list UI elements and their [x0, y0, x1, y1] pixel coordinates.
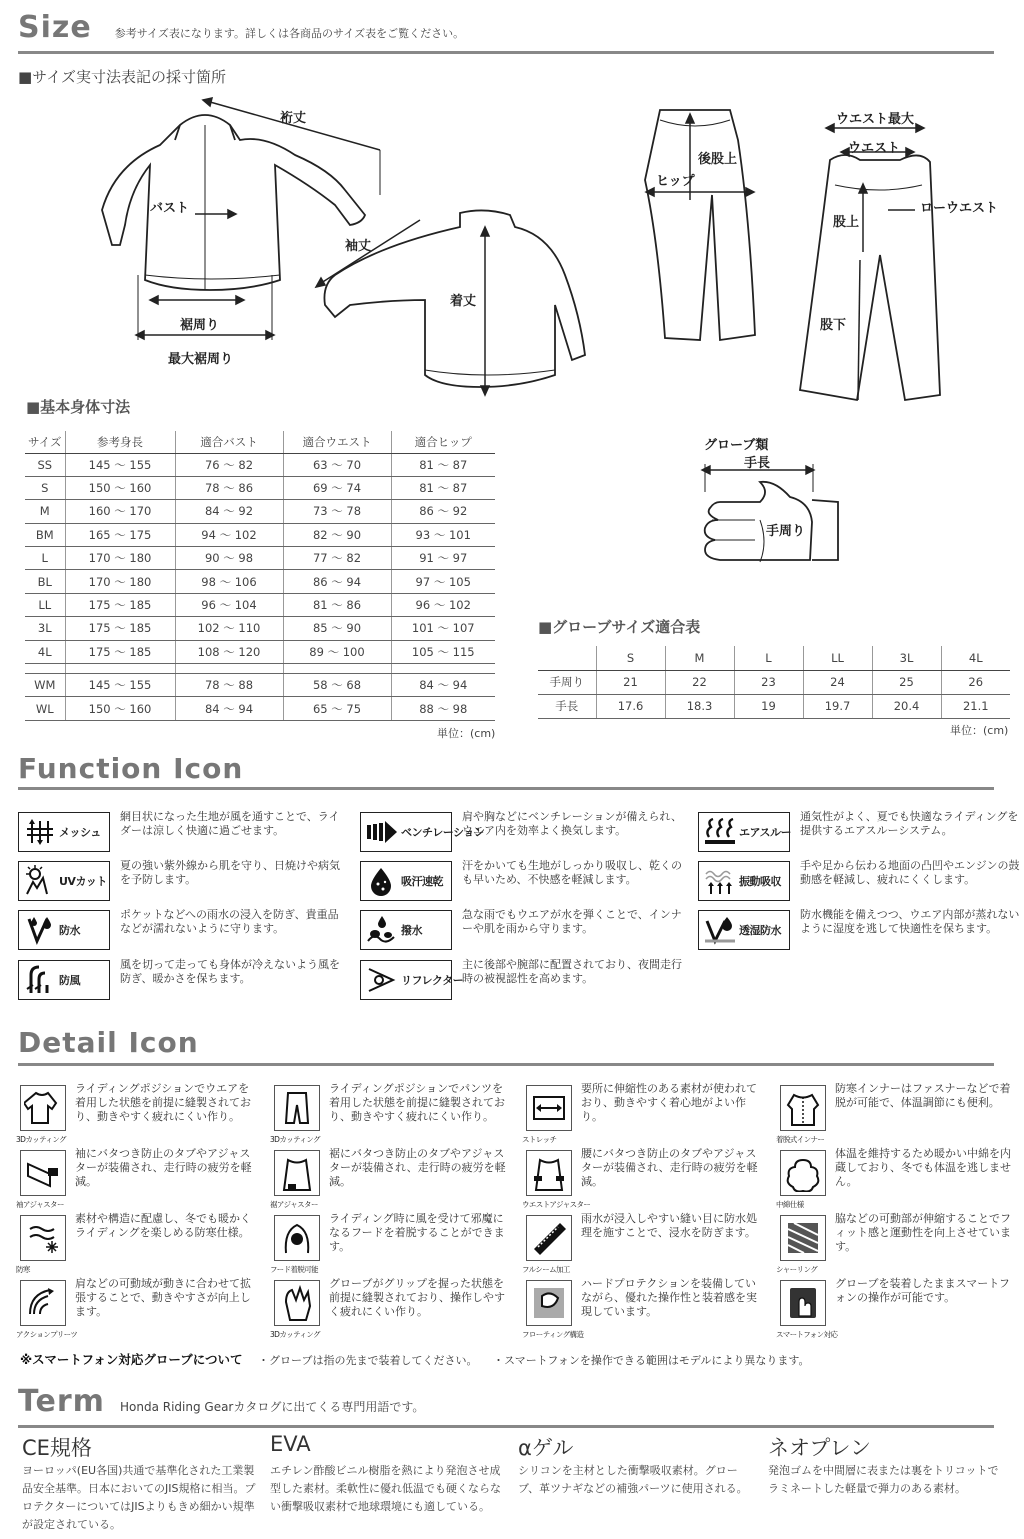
detail-icon-label: 着脱式インナー: [776, 1135, 825, 1144]
uv-cut-icon: [23, 864, 57, 898]
detail-icon-desc: 腰にバタつき防止のタブやアジャスターが装備され、走行時の疲労を軽減。: [581, 1147, 758, 1188]
smartphone-note-1: ・グローブは指の先まで装着してください。: [258, 1354, 478, 1367]
detail-icon-label: フルシーム加工: [522, 1265, 570, 1274]
detail-icon-box: [526, 1280, 572, 1326]
table-cell: 82 ～ 90: [283, 523, 391, 546]
term-item: [22, 1432, 262, 1534]
function-icon-box: [18, 960, 110, 1000]
sweat-absorb-icon: [365, 864, 399, 898]
function-icon-desc: 網目状になった生地が風を通すことで、ライダーは涼しく快適に過ごせます。: [120, 810, 340, 837]
detail-icon-desc: 体温を維持するため暖かい中綿を内蔵しており、冬でも体温を逃しません。: [835, 1147, 1011, 1188]
glove-cell: 手長: [538, 694, 596, 718]
table-cell: 175 ～ 185: [65, 640, 175, 663]
term-desc: シリコンを主材とした衝撃吸収素材。グローブ、革ツナギなどの補強パーツに使用される。: [518, 1464, 748, 1495]
table-cell: BM: [25, 523, 65, 546]
sleeve-adjuster-icon: [24, 1154, 62, 1192]
glove-col-header: LL: [803, 646, 872, 670]
label-waist-max: ウエスト最大: [836, 112, 915, 127]
function-icon-box: [18, 812, 110, 852]
function-item: [698, 810, 1019, 856]
detail-item: [776, 1082, 1020, 1147]
table-cell: 78 ～ 86: [175, 476, 283, 499]
glove-unit: 単位：(cm): [950, 724, 1009, 737]
col-waist: 適合ウエスト: [283, 431, 391, 453]
table-cell: 84 ～ 94: [175, 697, 283, 720]
detail-item: [270, 1277, 514, 1342]
label-max-susomawari: 最大裾周り: [168, 352, 234, 367]
table-cell: 96 ～ 102: [391, 593, 495, 616]
glove-cell: 24: [803, 670, 872, 694]
function-icon-desc: 防水機能を備えつつ、ウエア内部が蒸れないように湿度を逃して快適性を保ちます。: [800, 908, 1020, 935]
gap-cell: [391, 664, 495, 674]
table-cell: 96 ～ 104: [175, 593, 283, 616]
function-icon-desc: 夏の強い紫外線から肌を守り、日焼けや病気を予防します。: [120, 859, 340, 886]
detail-icon-desc: 裾にバタつき防止のタブやアジャスターが装備され、走行時の疲労を軽減。: [329, 1147, 506, 1188]
function-item: [360, 958, 682, 1004]
detail-icon-box: [274, 1215, 320, 1261]
term-item: [270, 1432, 510, 1516]
detail-icon-box: [274, 1150, 320, 1196]
detail-icon-desc: 要所に伸縮性のある素材が使われており、動きやすく着心地がよい作り。: [581, 1082, 757, 1123]
table-cell: 101 ～ 107: [391, 617, 495, 640]
term-title: EVA: [270, 1432, 311, 1456]
function-section-header: [18, 752, 994, 790]
smartphone-note-2: ・スマートフォンを操作できる範囲はモデルにより異なります。: [492, 1354, 810, 1367]
detail-icon-desc: グローブを装着したままスマートフォンの操作が可能です。: [835, 1277, 1010, 1304]
glove-cell: 20.4: [872, 694, 941, 718]
detail-icon-label: シャーリング: [776, 1265, 818, 1274]
basic-size-heading: ■基本身体寸法: [26, 398, 131, 416]
detail-icon-desc: ライディングポジションでパンツを着用した状態を前提に縫製されており、動きやすく疲れにくい作り。: [329, 1082, 505, 1123]
table-cell: 86 ～ 92: [391, 500, 495, 523]
glove-cell: 22: [665, 670, 734, 694]
batting-icon: [784, 1154, 822, 1192]
detail-icon-label: 3Dカッティング: [16, 1135, 66, 1144]
water-repellent-icon: [365, 913, 399, 947]
col-bust: 適合バスト: [175, 431, 283, 453]
detail-icon-label: 3Dカッティング: [270, 1135, 320, 1144]
label-bust: バスト: [150, 201, 190, 216]
function-icon-label: UVカット: [59, 875, 107, 888]
glove-cell: 21: [596, 670, 665, 694]
function-item: [18, 859, 340, 905]
size-section-header: [18, 10, 994, 54]
function-icon-box: [360, 960, 464, 1000]
detail-item: [270, 1147, 514, 1212]
function-item: [698, 908, 1020, 954]
function-item: [360, 859, 682, 905]
basic-size-table: [25, 431, 495, 721]
glove-cell: 25: [872, 670, 941, 694]
detail-icon-box: [780, 1085, 826, 1131]
3d-cutting-pants-icon: [278, 1089, 316, 1127]
function-icon-label: 防水: [59, 924, 80, 937]
label-ushiromata: 後股上: [698, 152, 738, 167]
detail-item: [522, 1277, 766, 1342]
function-item: [360, 908, 682, 954]
shirring-icon: [784, 1219, 822, 1257]
ventilation-icon: [365, 815, 399, 849]
detail-item: [522, 1147, 766, 1212]
term-section-title: Term: [18, 1384, 105, 1419]
label-sodetake: 袖丈: [345, 239, 372, 254]
table-cell: 145 ～ 155: [65, 453, 175, 476]
glove-col-header: L: [734, 646, 803, 670]
glove-cell: 21.1: [941, 694, 1010, 718]
detail-icon-box: [526, 1215, 572, 1261]
term-section-header: [18, 1384, 994, 1428]
glove-col-header: [538, 646, 596, 670]
table-cell: 160 ～ 170: [65, 500, 175, 523]
table-cell: 97 ～ 105: [391, 570, 495, 593]
glove-row: [538, 694, 1010, 718]
table-cell: 150 ～ 160: [65, 697, 175, 720]
table-cell: 84 ～ 92: [175, 500, 283, 523]
3d-cutting-glove-icon: [278, 1284, 316, 1322]
vibration-absorb-icon: [703, 864, 737, 898]
function-icon-label: 振動吸収: [739, 875, 781, 888]
table-cell: 84 ～ 94: [391, 674, 495, 697]
table-cell: 105 ～ 115: [391, 640, 495, 663]
table-cell: 78 ～ 88: [175, 674, 283, 697]
function-icon-box: [698, 861, 790, 901]
detail-icon-label: アクションプリーツ: [16, 1330, 78, 1339]
glove-cell: 19: [734, 694, 803, 718]
label-matashita: 股下: [820, 318, 847, 333]
table-cell: 77 ～ 82: [283, 547, 391, 570]
table-row: [25, 617, 495, 640]
table-cell: 81 ～ 87: [391, 476, 495, 499]
pants-diagram: [620, 100, 1000, 420]
function-section-title: Function Icon: [18, 752, 244, 785]
label-temawari: 手周り: [766, 524, 806, 539]
table-cell: 108 ～ 120: [175, 640, 283, 663]
detail-item: [522, 1082, 766, 1147]
detail-item: [270, 1212, 514, 1277]
table-cell: 175 ～ 185: [65, 593, 175, 616]
detail-item: [522, 1212, 766, 1277]
table-row: [25, 674, 495, 697]
term-desc: ヨーロッパ(EU各国)共通で基準化された工業製品安全基準。日本においてのJIS規格に相当。プロテクターについてはJISよりもきめ細かい規準が設定されている。: [22, 1464, 256, 1531]
table-row: [25, 593, 495, 616]
stretch-icon: [530, 1089, 568, 1127]
function-icon-box: [360, 910, 452, 950]
basic-size-header-row: [25, 431, 495, 453]
gap-cell: [175, 664, 283, 674]
table-cell: S: [25, 476, 65, 499]
table-cell: 150 ～ 160: [65, 476, 175, 499]
term-section-note: Honda Riding Gearカタログに出てくる専門用語です。: [119, 1400, 425, 1414]
table-cell: 90 ～ 98: [175, 547, 283, 570]
detail-icon-label: 3Dカッティング: [270, 1330, 320, 1339]
detail-icon-box: [780, 1150, 826, 1196]
label-matagami: 股上: [833, 215, 860, 230]
table-cell: 86 ～ 94: [283, 570, 391, 593]
glove-diagram: [700, 462, 845, 567]
detail-item: [776, 1147, 1020, 1212]
action-pleats-icon: [24, 1284, 62, 1322]
table-cell: M: [25, 500, 65, 523]
glove-col-header: 4L: [941, 646, 1010, 670]
glove-cell: 19.7: [803, 694, 872, 718]
detail-icon-desc: ライディング時に風を受けて邪魔になるフードを着脱することができます。: [329, 1212, 505, 1253]
function-icon-desc: 急な雨でもウエアが水を弾くことで、インナーや肌を雨から守ります。: [462, 908, 682, 935]
function-item: [18, 958, 340, 1004]
table-cell: 81 ～ 87: [391, 453, 495, 476]
table-cell: 165 ～ 175: [65, 523, 175, 546]
smartphone-icon: [784, 1284, 822, 1322]
detail-item: [776, 1277, 1020, 1342]
label-yuki: 裄丈: [280, 111, 307, 126]
function-icon-desc: ポケットなどへの雨水の浸入を防ぎ、貴重品などが濡れないように守ります。: [120, 908, 339, 935]
label-tenaga: 手長: [744, 456, 771, 471]
detachable-hood-icon: [278, 1219, 316, 1257]
table-cell: 65 ～ 75: [283, 697, 391, 720]
function-icon-box: [698, 812, 790, 852]
function-icon-box: [698, 910, 790, 950]
waterproof-icon: [23, 913, 57, 947]
function-icon-desc: 風を切って走っても身体が冷えないよう風を防ぎ、暖かさを保ちます。: [120, 958, 340, 985]
table-row: [25, 697, 495, 720]
detail-icon-desc: 肩などの可動域が動きに合わせて拡張することで、動きやすさが向上します。: [75, 1277, 251, 1318]
table-cell: 81 ～ 86: [283, 593, 391, 616]
size-section-note: 参考サイズ表になります。詳しくは各商品のサイズ表をご覧ください。: [114, 27, 465, 40]
table-cell: 170 ～ 180: [65, 570, 175, 593]
glove-col-header: S: [596, 646, 665, 670]
function-icon-label: エアスルー: [739, 826, 792, 839]
cold-protection-icon: [24, 1219, 62, 1257]
table-cell: 3L: [25, 617, 65, 640]
function-icon-label: 吸汗速乾: [401, 875, 443, 888]
smartphone-note-title: ※スマートフォン対応グローブについて: [20, 1352, 243, 1367]
label-kitake: 着丈: [450, 294, 477, 309]
col-height: 参考身長: [65, 431, 175, 453]
term-title: CE規格: [22, 1436, 92, 1460]
term-desc: エチレン酢酸ビニル樹脂を熱により発泡させ成型した素材。柔軟性に優れ低温でも硬くならない衝撃吸収素材で地球環境にも適している。: [270, 1464, 501, 1513]
function-icon-desc: 通気性がよく、夏でも快適なライディングを提供するエアスルーシステム。: [800, 810, 1019, 837]
table-cell: 76 ～ 82: [175, 453, 283, 476]
detail-icon-desc: 脇などの可動部が伸縮することでフィット感と運動性を向上させています。: [835, 1212, 1011, 1253]
waist-adjuster-icon: [530, 1154, 568, 1192]
detail-icon-desc: 素材や構造に配慮し、冬でも暖かくライディングを楽しめる防寒仕様。: [75, 1212, 251, 1239]
col-size: サイズ: [25, 431, 65, 453]
table-cell: 89 ～ 100: [283, 640, 391, 663]
detail-item: [270, 1082, 514, 1147]
detail-icon-label: 防寒: [16, 1265, 30, 1274]
windproof-icon: [23, 963, 57, 997]
table-cell: 58 ～ 68: [283, 674, 391, 697]
table-row: [25, 547, 495, 570]
function-icon-desc: 主に後部や腕部に配置されており、夜間走行時の被視認性を高めます。: [462, 958, 682, 985]
table-cell: 4L: [25, 640, 65, 663]
detail-icon-box: [526, 1085, 572, 1131]
detail-item: [16, 1147, 260, 1212]
table-row: [25, 570, 495, 593]
function-icon-label: 撥水: [401, 924, 422, 937]
reflector-icon: [365, 963, 399, 997]
table-row: [25, 476, 495, 499]
table-row: [25, 523, 495, 546]
table-row: [25, 640, 495, 663]
glove-size-header-row: [538, 646, 1010, 670]
function-item: [698, 859, 1020, 905]
table-cell: L: [25, 547, 65, 570]
function-icon-box: [18, 861, 110, 901]
size-section-title: Size: [18, 10, 92, 45]
table-cell: 88 ～ 98: [391, 697, 495, 720]
breathable-waterproof-icon: [703, 913, 737, 947]
detail-icon-desc: 雨水が浸入しやすい縫い目に防水処理を施すことで、浸水を防ぎます。: [581, 1212, 757, 1239]
detail-icon-box: [780, 1215, 826, 1261]
gap-cell: [25, 664, 65, 674]
detail-item: [16, 1212, 260, 1277]
table-cell: LL: [25, 593, 65, 616]
detail-icon-box: [20, 1085, 66, 1131]
table-cell: 63 ～ 70: [283, 453, 391, 476]
glove-col-header: 3L: [872, 646, 941, 670]
detail-item: [776, 1212, 1020, 1277]
detail-icon-box: [20, 1150, 66, 1196]
detail-item: [16, 1277, 260, 1342]
detachable-inner-icon: [784, 1089, 822, 1127]
detail-item: [16, 1082, 260, 1147]
term-item: [518, 1432, 758, 1498]
label-susomawari: 裾周り: [180, 318, 220, 333]
detail-icon-box: [780, 1280, 826, 1326]
table-cell: 170 ～ 180: [65, 547, 175, 570]
detail-icon-label: ストレッチ: [522, 1135, 557, 1144]
detail-icon-label: 中綿仕様: [776, 1200, 804, 1209]
table-cell: 98 ～ 106: [175, 570, 283, 593]
table-cell: 73 ～ 78: [283, 500, 391, 523]
table-cell: 93 ～ 101: [391, 523, 495, 546]
table-cell: 91 ～ 97: [391, 547, 495, 570]
glove-row: [538, 670, 1010, 694]
label-waist: ウエスト: [848, 141, 901, 156]
detail-icon-desc: 防寒インナーはファスナーなどで着脱が可能で、体温調節にも便利。: [835, 1082, 1011, 1109]
detail-icon-label: スマートフォン対応: [776, 1330, 838, 1339]
term-title: αゲル: [518, 1436, 574, 1460]
glove-cell: 手周り: [538, 670, 596, 694]
glove-size-heading: ■グローブサイズ適合表: [538, 618, 701, 636]
detail-icon-desc: ライディングポジションでウエアを着用した状態を前提に縫製されており、動きやすく疲れにくい作り。: [75, 1082, 251, 1123]
table-cell: 102 ～ 110: [175, 617, 283, 640]
glove-cell: 26: [941, 670, 1010, 694]
table-cell: WL: [25, 697, 65, 720]
3d-cutting-jacket-icon: [24, 1089, 62, 1127]
detail-icon-box: [274, 1085, 320, 1131]
gap-cell: [65, 664, 175, 674]
function-item: [18, 810, 340, 856]
glove-cell: 17.6: [596, 694, 665, 718]
glove-cell: 18.3: [665, 694, 734, 718]
function-icon-box: [18, 910, 110, 950]
label-low-waist: ローウエスト: [920, 201, 999, 216]
function-item: [18, 908, 339, 954]
glove-cell: 23: [734, 670, 803, 694]
function-icon-label: ベンチレーション: [401, 826, 485, 839]
detail-icon-box: [20, 1280, 66, 1326]
detail-icon-label: フード着脱可能: [270, 1265, 319, 1274]
table-cell: BL: [25, 570, 65, 593]
detail-icon-label: フローティング構造: [522, 1330, 584, 1339]
table-cell: 175 ～ 185: [65, 617, 175, 640]
col-hip: 適合ヒップ: [391, 431, 495, 453]
table-cell: 145 ～ 155: [65, 674, 175, 697]
term-title: ネオプレン: [768, 1436, 872, 1460]
detail-icon-box: [20, 1215, 66, 1261]
glove-col-header: M: [665, 646, 734, 670]
floating-protector-icon: [530, 1284, 568, 1322]
measure-heading: ■サイズ実寸法表記の採寸箇所: [18, 68, 226, 86]
function-icon-label: 透湿防水: [739, 924, 781, 937]
term-desc: 発泡ゴムを中間層に表または裏をトリコットでラミネートした軽量で弾力のある素材。: [768, 1464, 999, 1495]
term-item: [768, 1432, 1008, 1498]
function-icon-label: リフレクター: [401, 974, 464, 987]
detail-icon-label: ウエストアジャスター: [522, 1200, 591, 1209]
label-glove-type: グローブ類: [704, 438, 769, 453]
label-hip: ヒップ: [656, 174, 695, 189]
function-icon-desc: 汗をかいても生地がしっかり吸収し、乾くのも早いため、不快感を軽減します。: [462, 859, 682, 886]
function-icon-box: [360, 861, 452, 901]
table-cell: 69 ～ 74: [283, 476, 391, 499]
glove-size-table: [538, 646, 1010, 719]
table-cell: 85 ～ 90: [283, 617, 391, 640]
full-seam-icon: [530, 1219, 568, 1257]
function-icon-label: 防風: [59, 974, 80, 987]
gap-cell: [283, 664, 391, 674]
detail-icon-label: 裾アジャスター: [270, 1200, 318, 1209]
detail-section-title: Detail Icon: [18, 1026, 199, 1059]
detail-section-header: [18, 1026, 994, 1066]
detail-icon-desc: 袖にバタつき防止のタブやアジャスターが装備され、走行時の疲労を軽減。: [75, 1147, 252, 1188]
table-cell: 94 ～ 102: [175, 523, 283, 546]
function-icon-box: [360, 812, 485, 852]
detail-icon-desc: ハードプロテクションを装備していながら、優れた操作性と装着感を実現しています。: [581, 1277, 757, 1318]
function-icon-label: メッシュ: [59, 826, 101, 839]
table-row: [25, 500, 495, 523]
airthrough-icon: [703, 815, 737, 849]
function-icon-desc: 肩や胸などにベンチレーションが備えられ、ウエア内を効率よく換気します。: [462, 810, 682, 837]
table-cell: SS: [25, 453, 65, 476]
function-item: [360, 810, 682, 856]
function-icon-desc: 手や足から伝わる地面の凸凹やエンジンの鼓動感を軽減し、疲れにくくします。: [800, 859, 1020, 886]
detail-icon-box: [526, 1150, 572, 1196]
hem-adjuster-icon: [278, 1154, 316, 1192]
mesh-icon: [23, 815, 57, 849]
detail-icon-label: 袖アジャスター: [16, 1200, 64, 1209]
smartphone-glove-note: [20, 1350, 809, 1368]
table-gap-row: [25, 664, 495, 674]
table-cell: WM: [25, 674, 65, 697]
basic-unit: 単位：(cm): [437, 727, 496, 740]
detail-icon-desc: グローブがグリップを握った状態を前提に縫製されており、操作しやすく疲れにくい作り。: [329, 1277, 505, 1318]
detail-icon-box: [274, 1280, 320, 1326]
table-row: [25, 453, 495, 476]
